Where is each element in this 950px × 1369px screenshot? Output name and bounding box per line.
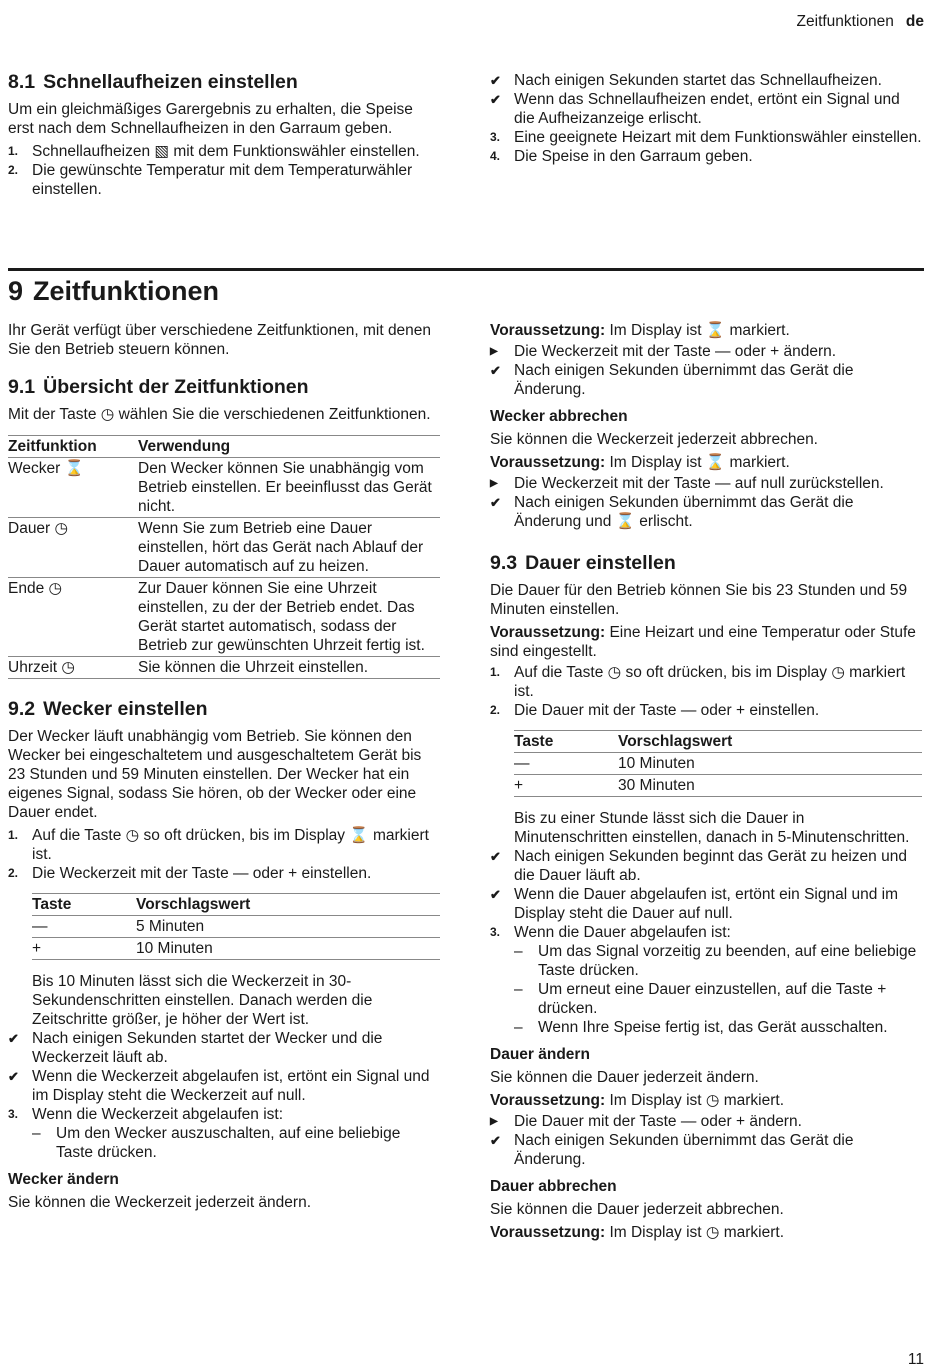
- table-header-row: [32, 894, 440, 916]
- list-item: 2. Die Weckerzeit mit der Taste — oder + einstellen.: [8, 865, 372, 882]
- table-cell: 10 Minuten: [618, 755, 695, 772]
- list-item: 3. Wenn die Dauer abgelaufen ist:: [490, 924, 731, 941]
- table-header: Verwendung: [138, 438, 231, 455]
- wecker-cancel-text: Sie können die Weckerzeit jederzeit abbrechen.: [490, 431, 818, 448]
- table-header: Taste: [514, 733, 554, 750]
- table-cell: —: [32, 918, 48, 935]
- wecker-values-table: [32, 893, 440, 960]
- section-9-3-title: 9.3 Dauer einstellen: [490, 552, 676, 574]
- dauer-change-text: Sie können die Dauer jederzeit ändern.: [490, 1069, 759, 1086]
- section-9-2-intro: Der Wecker läuft unabhängig vom Betrieb. Sie können den Wecker bei eingeschaltetem und ausgeschaltetem Gerät bis 23 Stunden und 59 Minuten einstellen. Der Wecker hat ein eigenes Signal, sodass Sie hören, ob der Wecker oder eine Dauer endet.: [8, 728, 422, 821]
- table-cell: Sie können die Uhrzeit einstellen.: [138, 659, 369, 676]
- requirement: Voraussetzung: Eine Heizart und eine Temperatur oder Stufe sind eingestellt.: [490, 624, 916, 660]
- table-row: [32, 916, 440, 938]
- header-lang: de: [905, 13, 924, 30]
- table-row: [32, 938, 440, 960]
- table-cell: Uhrzeit ◷: [8, 659, 75, 676]
- list-item: 2. Die Dauer mit der Taste — oder + einstellen.: [490, 702, 820, 719]
- list-item: ▶ Die Weckerzeit mit der Taste — oder + ändern.: [490, 343, 837, 360]
- table-cell: 5 Minuten: [136, 918, 205, 935]
- list-item: ▶ Die Weckerzeit mit der Taste — auf null zurückstellen.: [490, 475, 884, 492]
- list-item: ✔ Wenn die Dauer abgelaufen ist, ertönt ein Signal und im Display steht die Dauer auf null.: [490, 886, 899, 922]
- list-item: 2. Die gewünschte Temperatur mit dem Temperaturwähler einstellen.: [8, 162, 413, 198]
- table-row: [8, 458, 440, 518]
- requirement: Voraussetzung: Im Display ist ⌛ markiert.: [490, 454, 790, 471]
- table-header-row: [8, 436, 440, 458]
- table-header: Taste: [32, 896, 72, 913]
- section-8-1-intro: Um ein gleichmäßiges Garergebnis zu erhalten, die Speise erst nach dem Schnellaufheizen in den Garraum geben.: [8, 101, 413, 137]
- list-item: 1. Auf die Taste ◷ so oft drücken, bis im Display ⌛ markiert ist.: [8, 827, 429, 863]
- table-row: [514, 775, 922, 797]
- list-item: 4. Die Speise in den Garraum geben.: [490, 148, 753, 165]
- list-item: ✔ Nach einigen Sekunden startet der Wecker und die Weckerzeit läuft ab.: [8, 1030, 383, 1066]
- section-8-1-left: [8, 70, 440, 199]
- dauer-change-title: Dauer ändern: [490, 1046, 590, 1063]
- list-item: ✔ Wenn die Weckerzeit abgelaufen ist, ertönt ein Signal und im Display steht die Weckerzeit auf null.: [8, 1068, 430, 1104]
- time-functions-table: [8, 435, 440, 679]
- list-item: ✔ Nach einigen Sekunden übernimmt das Gerät die Änderung und ⌛ erlischt.: [490, 494, 854, 530]
- chapter-9-title: 9 Zeitfunktionen: [8, 276, 220, 306]
- left-column: [8, 321, 440, 1216]
- table-row: [8, 578, 440, 657]
- section-9-1-title: 9.1 Übersicht der Zeitfunktionen: [8, 376, 309, 398]
- table-cell: +: [514, 777, 524, 794]
- dauer-note: Bis zu einer Stunde lässt sich die Dauer in Minutenschritten einstellen, danach in 5-Minutenschritten.: [514, 810, 910, 846]
- table-row: [8, 518, 440, 578]
- table-cell: 30 Minuten: [618, 777, 695, 794]
- chapter-9-intro: Ihr Gerät verfügt über verschiedene Zeitfunktionen, mit denen Sie den Betrieb steuern können.: [8, 322, 432, 358]
- list-item: 3. Wenn die Weckerzeit abgelaufen ist:: [8, 1106, 284, 1123]
- running-header: [797, 12, 924, 31]
- list-item: – Um das Signal vorzeitig zu beenden, auf eine beliebige Taste drücken.: [514, 943, 917, 979]
- table-row: [514, 753, 922, 775]
- dauer-values-table: [514, 730, 922, 797]
- header-section: Zeitfunktionen: [796, 13, 894, 30]
- table-cell: 10 Minuten: [136, 940, 213, 957]
- dauer-cancel-text: Sie können die Dauer jederzeit abbrechen.: [490, 1201, 784, 1218]
- list-item: 1. Auf die Taste ◷ so oft drücken, bis im Display ◷ markiert ist.: [490, 664, 906, 700]
- wecker-note: Bis 10 Minuten lässt sich die Weckerzeit in 30-Sekundenschritten einstellen. Danach werden die Zeitschritte größer, je höher der Wert ist.: [32, 973, 373, 1028]
- table-cell: Wenn Sie zum Betrieb eine Dauer einstellen, hört das Gerät nach Ablauf der Dauer automatisch auf zu heizen.: [138, 520, 424, 575]
- list-item: ▶ Die Dauer mit der Taste — oder + ändern.: [490, 1113, 802, 1130]
- section-8-1-right: [490, 71, 922, 166]
- requirement: Voraussetzung: Im Display ist ⌛ markiert.: [490, 322, 790, 339]
- list-item: – Um den Wecker auszuschalten, auf eine beliebige Taste drücken.: [32, 1125, 401, 1161]
- table-header: Vorschlagswert: [136, 896, 251, 913]
- table-header-row: [514, 731, 922, 753]
- list-item: ✔ Nach einigen Sekunden übernimmt das Gerät die Änderung.: [490, 362, 854, 398]
- requirement: Voraussetzung: Im Display ist ◷ markiert.: [490, 1092, 785, 1109]
- list-item: ✔ Nach einigen Sekunden übernimmt das Gerät die Änderung.: [490, 1132, 854, 1168]
- section-8-1-title: 8.1 Schnellaufheizen einstellen: [8, 71, 298, 93]
- table-cell: Zur Dauer können Sie eine Uhrzeit einstellen, zu der der Betrieb endet. Das Gerät startet automatisch, sodass der Betrieb zur gewünschten Uhrzeit fertig ist.: [138, 580, 425, 654]
- section-9-2-title: 9.2 Wecker einstellen: [8, 698, 208, 720]
- table-header: Zeitfunktion: [8, 438, 97, 455]
- table-row: [8, 657, 440, 679]
- chapter-rule: [8, 268, 924, 271]
- list-item: ✔ Nach einigen Sekunden startet das Schnellaufheizen.: [490, 72, 882, 89]
- table-header: Vorschlagswert: [618, 733, 733, 750]
- wecker-cancel-title: Wecker abbrechen: [490, 408, 628, 425]
- list-item: – Um erneut eine Dauer einzustellen, auf die Taste + drücken.: [514, 981, 887, 1017]
- section-9-1-intro: Mit der Taste ◷ wählen Sie die verschiedenen Zeitfunktionen.: [8, 406, 431, 423]
- table-cell: Dauer ◷: [8, 520, 69, 537]
- list-item: ✔ Nach einigen Sekunden beginnt das Gerät zu heizen und die Dauer läuft ab.: [490, 848, 907, 884]
- table-cell: —: [514, 755, 530, 772]
- table-cell: Ende ◷: [8, 580, 63, 597]
- list-item: 1. Schnellaufheizen ▧ mit dem Funktionswähler einstellen.: [8, 143, 420, 160]
- section-9-3-intro: Die Dauer für den Betrieb können Sie bis 23 Stunden und 59 Minuten einstellen.: [490, 582, 908, 618]
- list-item: ✔ Wenn das Schnellaufheizen endet, ertönt ein Signal und die Aufheizanzeige erlischt.: [490, 91, 900, 127]
- wecker-change-title: Wecker ändern: [8, 1171, 119, 1188]
- table-cell: Wecker ⌛: [8, 460, 84, 477]
- wecker-change-text: Sie können die Weckerzeit jederzeit ändern.: [8, 1194, 311, 1211]
- dauer-cancel-title: Dauer abbrechen: [490, 1178, 617, 1195]
- requirement: Voraussetzung: Im Display ist ◷ markiert.: [490, 1224, 785, 1241]
- table-cell: Den Wecker können Sie unabhängig vom Betrieb einstellen. Er beeinflusst das Gerät nicht.: [138, 460, 432, 515]
- list-item: 3. Eine geeignete Heizart mit dem Funktionswähler einstellen.: [490, 129, 922, 146]
- list-item: – Wenn Ihre Speise fertig ist, das Gerät ausschalten.: [514, 1019, 888, 1036]
- table-cell: +: [32, 940, 42, 957]
- page-number: 11: [907, 1351, 924, 1368]
- right-column: [490, 321, 922, 1242]
